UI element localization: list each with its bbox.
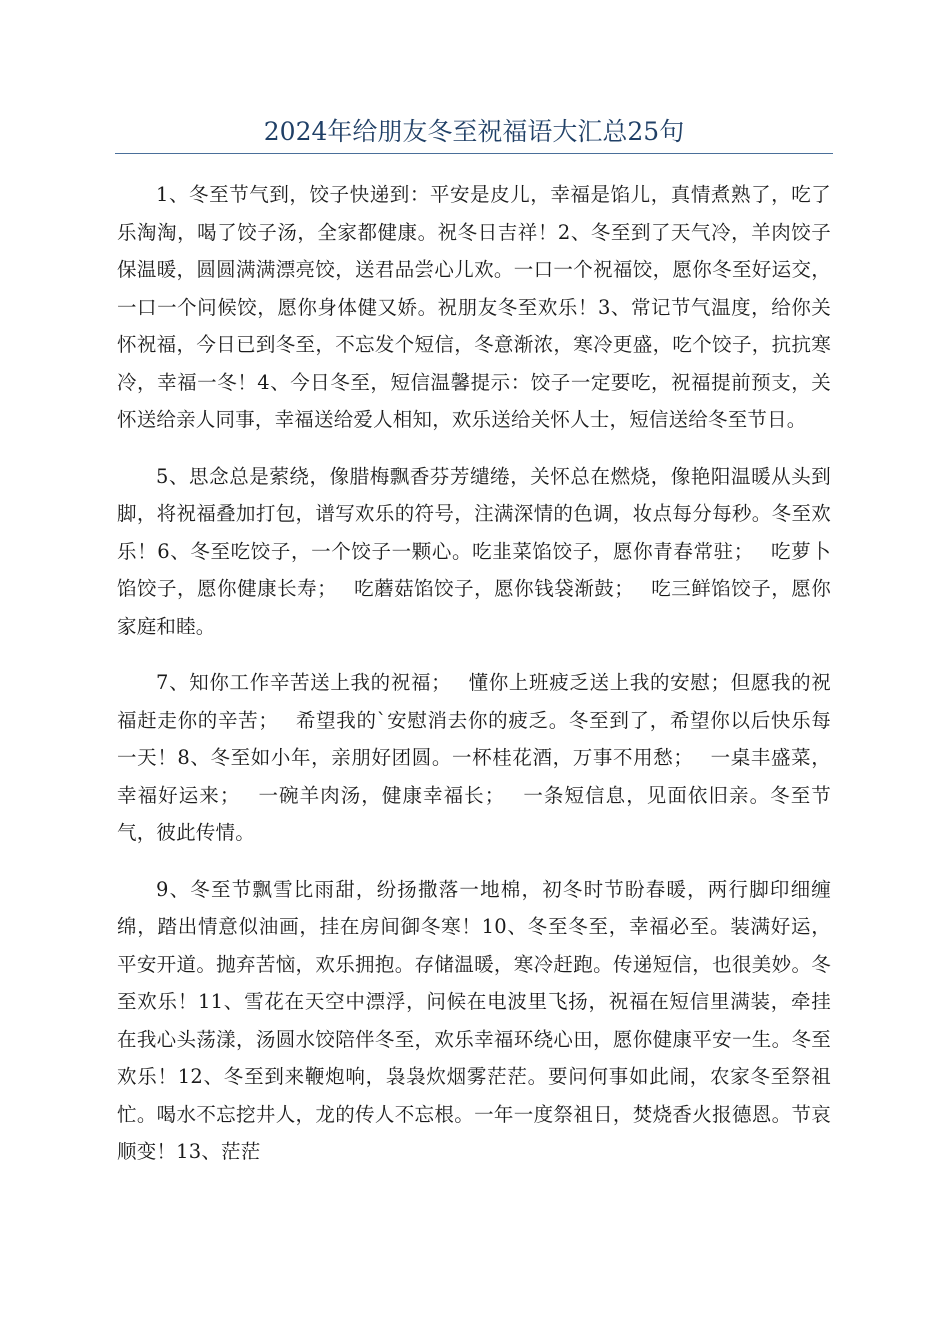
paragraph-3: 7、知你工作辛苦送上我的祝福； 懂你上班疲乏送上我的安慰；但愿我的祝福赶走你的辛苦； 希望我的`安慰消去你的疲乏。冬至到了，希望你以后快乐每一天！8、冬至如小年，亲朋好团圆。一杯桂花酒，万事不用愁； 一桌丰盛菜，幸福好运来； 一碗羊肉汤，健康幸福长； 一条短信息，见面依旧亲。冬至节气，彼此传情。 — [117, 671, 831, 844]
document-title: 2024年给朋友冬至祝福语大汇总25句 — [263, 117, 685, 146]
title-underline — [115, 153, 833, 154]
document-body — [117, 176, 831, 1190]
paragraph-2: 5、思念总是萦绕，像腊梅飘香芬芳缱绻，关怀总在燃烧，像艳阳温暖从头到脚，将祝福叠加打包，谱写欢乐的符号，注满深情的色调，妆点每分每秒。冬至欢乐！6、冬至吃饺子，一个饺子一颗心。吃韭菜馅饺子，愿你青春常驻； 吃萝卜馅饺子，愿你健康长寿； 吃蘑菇馅饺子，愿你钱袋渐鼓； 吃三鲜馅饺子，愿你家庭和睦。 — [117, 464, 831, 638]
paragraph-4: 9、冬至节飘雪比雨甜，纷扬撒落一地棉，初冬时节盼春暖，两行脚印细缠绵，踏出情意似油画，挂在房间御冬寒！10、冬至冬至，幸福必至。装满好运，平安开道。抛弃苦恼，欢乐拥抱。存储温暖，寒冷赶跑。传递短信，也很美妙。冬至欢乐！11、雪花在天空中漂浮，问候在电波里飞扬，祝福在短信里满装，牵挂在我心头荡漾，汤圆水饺陪伴冬至，欢乐幸福环绕心田，愿你健康平安一生。冬至欢乐！12、冬至到来鞭炮响，袅袅炊烟雾茫茫。要问何事如此闹，农家冬至祭祖忙。喝水不忘挖井人，龙的传人不忘根。一年一度祭祖日，焚烧香火报德恩。节哀顺变！13、茫茫 — [117, 877, 831, 1163]
paragraph-1: 1、冬至节气到，饺子快递到：平安是皮儿，幸福是馅儿，真情煮熟了，吃了乐淘淘，喝了饺子汤，全家都健康。祝冬日吉祥！2、冬至到了天气冷，羊肉饺子保温暖，圆圆满满漂亮饺，送君品尝心儿欢。一口一个祝福饺，愿你冬至好运交，一口一个问候饺，愿你身体健又娇。祝朋友冬至欢乐！3、常记节气温度，给你关怀祝福，今日已到冬至，不忘发个短信，冬意渐浓，寒冷更盛，吃个饺子，抗抗寒冷，幸福一冬！4、今日冬至，短信温馨提示：饺子一定要吃，祝福提前预支，关怀送给亲人同事，幸福送给爱人相知，欢乐送给关怀人士，短信送给冬至节日。 — [117, 183, 831, 431]
